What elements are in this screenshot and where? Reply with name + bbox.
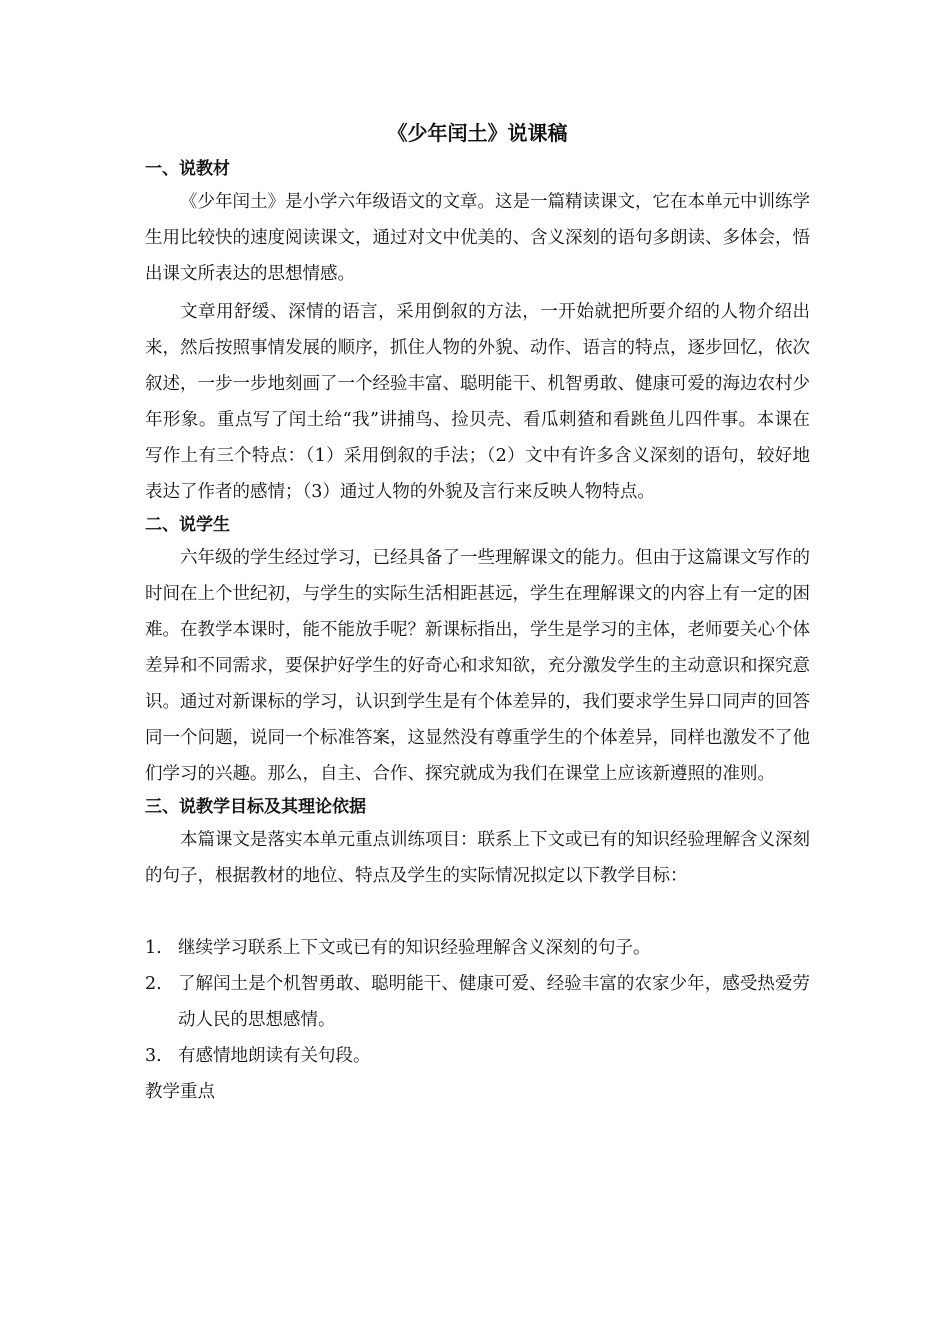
- list-number: 1.: [145, 938, 162, 958]
- paragraph: 六年级的学生经过学习，已经具备了一些理解课文的能力。但由于这篇课文写作的时间在上个世纪初，与学生的实际生活相距甚远，学生在理解课文的内容上有一定的困难。在教学本课时，能不能放手呢？新课标指出，学生是学习的主体，老师要关心个体差异和不同需求，要保护好学生的好奇心和求知欲，充分激发学生的主动意识和探究意识。通过对新课标的学习，认识到学生是有个体差异的，我们要求学生异口同声的回答同一个问题，说同一个标准答案，这显然没有尊重学生的个体差异，同样也激发不了他们学习的兴趣。那么，自主、合作、探究就成为我们在课堂上应该新遵照的准则。: [145, 548, 810, 784]
- section-heading: 一、说教材: [145, 159, 230, 179]
- list-item: [145, 1038, 810, 1074]
- paragraph: 《少年闰土》是小学六年级语文的文章。这是一篇精读课文，它在本单元中训练学生用比较快的速度阅读课文，通过对文中优美的、含义深刻的语句多朗读、多体会，悟出课文所表达的思想情感。: [145, 192, 810, 284]
- blank-line: [145, 894, 810, 930]
- section-heading: 二、说学生: [145, 515, 230, 535]
- list-text: 继续学习联系上下文或已有的知识经验理解含义深刻的句子。: [178, 938, 651, 958]
- goals-list: [145, 930, 810, 1074]
- document-title: 《少年闰土》说课稿: [387, 121, 568, 145]
- section-teaching-goals: [145, 792, 810, 894]
- list-item: [145, 966, 810, 1038]
- paragraph: 本篇课文是落实本单元重点训练项目：联系上下文或已有的知识经验理解含义深刻的句子，根据教材的地位、特点及学生的实际情况拟定以下教学目标：: [145, 830, 810, 886]
- list-number: 3.: [145, 1046, 162, 1066]
- section-students: [145, 510, 810, 792]
- key-points-label: 教学重点: [145, 1082, 215, 1102]
- list-text: 了解闰土是个机智勇敢、聪明能干、健康可爱、经验丰富的农家少年，感受热爱劳动人民的思想感情。: [178, 974, 810, 1030]
- document-body: [145, 118, 810, 1110]
- paragraph: 文章用舒缓、深情的语言，采用倒叙的方法，一开始就把所要介绍的人物介绍出来，然后按照事情发展的顺序，抓住人物的外貌、动作、语言的特点，逐步回忆，依次叙述，一步一步地刻画了一个经验丰富、聪明能干、机智勇敢、健康可爱的海边农村少年形象。重点写了闰土给“我”讲捕鸟、捡贝壳、看瓜刺猹和看跳鱼儿四件事。本课在写作上有三个特点：（1）采用倒叙的手法；（2）文中有许多含义深刻的语句，较好地表达了作者的感情；（3）通过人物的外貌及言行来反映人物特点。: [145, 302, 810, 502]
- section-teaching-material: [145, 154, 810, 510]
- list-item: [145, 930, 810, 966]
- section-heading: 三、说教学目标及其理论依据: [145, 797, 366, 817]
- list-number: 2.: [145, 974, 162, 994]
- list-text: 有感情地朗读有关句段。: [178, 1046, 371, 1066]
